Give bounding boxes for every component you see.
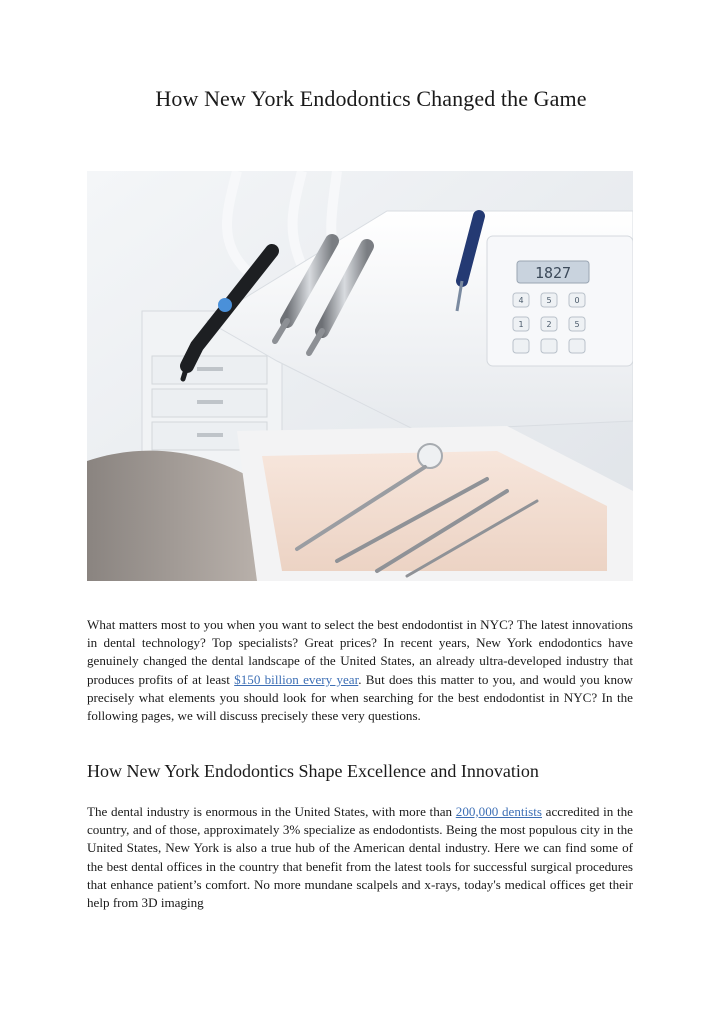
keypad-key: 5 xyxy=(574,320,580,329)
industry-text-end: accredited in the country, and of those, approximately 3% specialize as endodontists. Being the most populous city in the United States, New York is also a true hub of the American dental industry. Here we can find some of the best dental offices in the country that benefit from the latest tools for successful surgical procedures that enhance patient’s comfort. No more mundane scalpels and x-rays, today's medical offices get their help from 3D imaging xyxy=(87,804,633,911)
keypad-key: 1 xyxy=(518,320,524,329)
keypad-key: 2 xyxy=(546,320,552,329)
keypad-key: 0 xyxy=(574,296,580,305)
keypad-key: 5 xyxy=(546,296,552,305)
industry-text-start: The dental industry is enormous in the United States, with more than xyxy=(87,804,456,819)
keypad-key: 4 xyxy=(518,296,524,305)
page-title: How New York Endodontics Changed the Game xyxy=(155,86,587,111)
intro-text-end: . But does this matter to you, and would you know precisely what elements you should look for when searching for the best endodontist in NYC? In the following pages, we will discuss precisely these very questions. xyxy=(87,671,634,724)
device-display: 1827 xyxy=(534,264,572,282)
section-heading: How New York Endodontics Shape Excellence and Innovation xyxy=(87,761,539,781)
intro-text-start: What matters most to you when you want to select the best endodontist in NYC? The latest innovations in dental technology? Top specialists? Great prices? In recent years, New York endodontics have genuinely changed the dental landscape of the United States, an already ultra-developed industry that produces profits of at least xyxy=(87,617,633,687)
dentists-link[interactable]: 200,000 dentists xyxy=(455,804,542,819)
profits-link[interactable]: $150 billion every year xyxy=(234,671,359,687)
dental-equipment-photo xyxy=(87,171,633,581)
intro-paragraph xyxy=(87,616,633,725)
industry-paragraph xyxy=(87,803,633,912)
